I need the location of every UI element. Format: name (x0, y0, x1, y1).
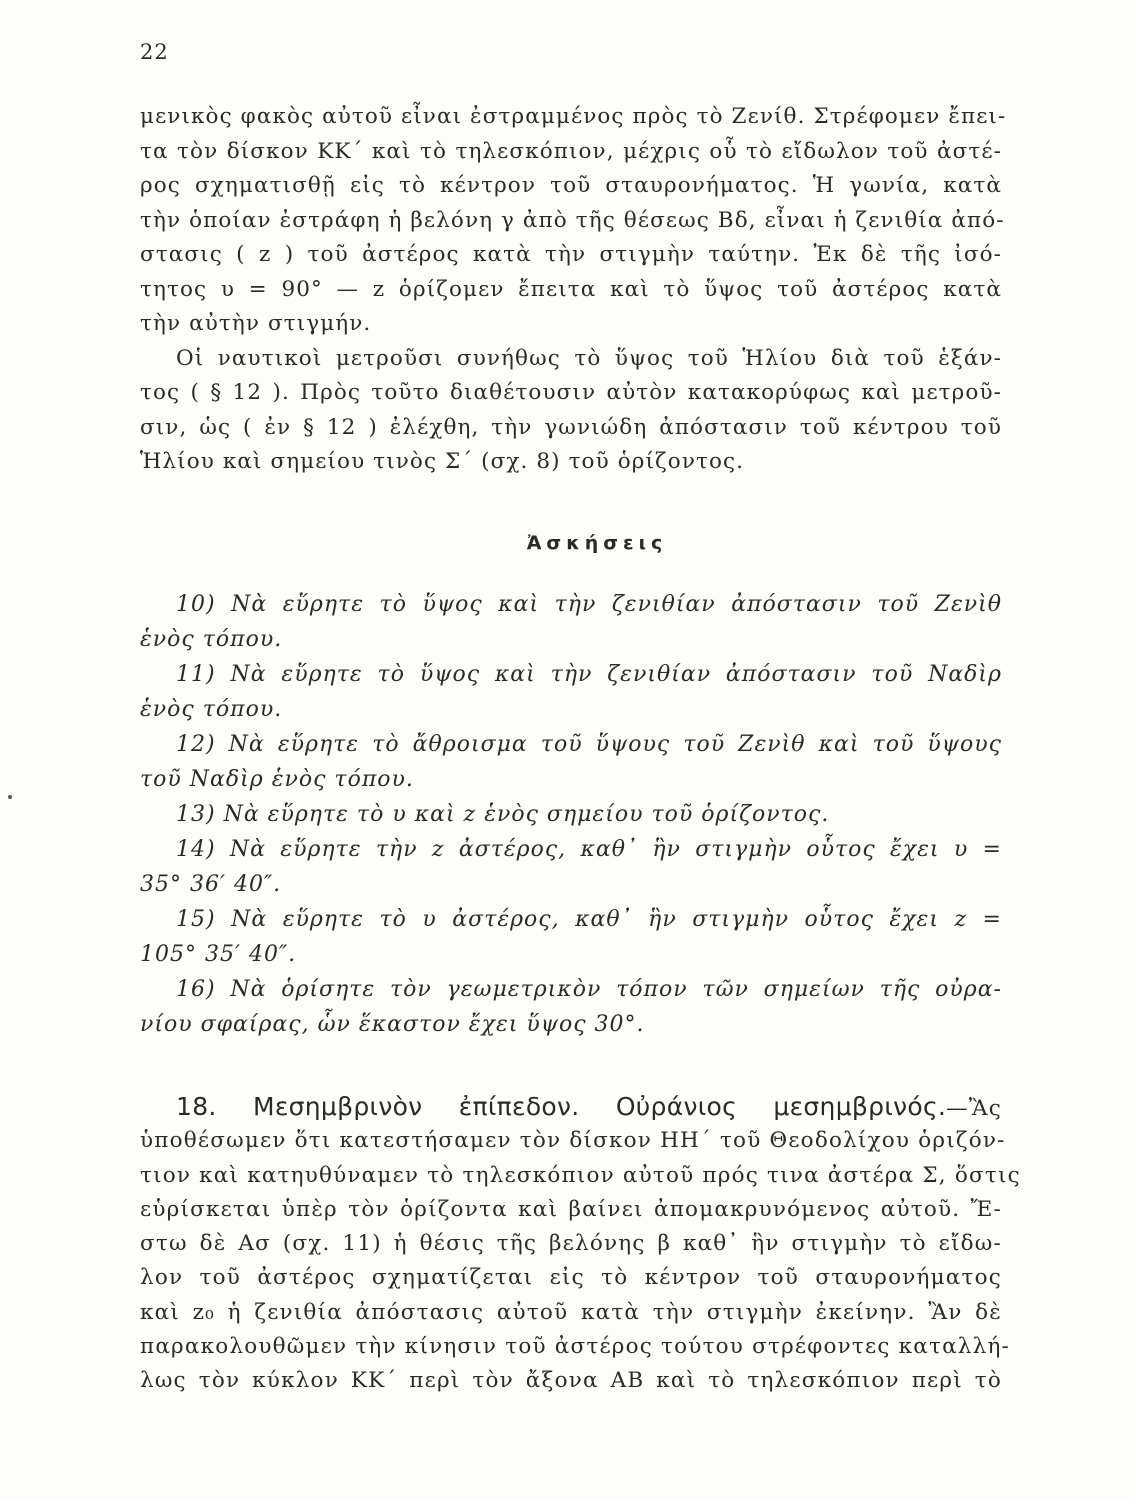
section-18 (140, 1090, 1021, 1399)
exercise-line: 11) Νὰ εὕρητε τὸ ὕψος καὶ τὴν ζενιθίαν ἀπόστασιν τοῦ Ναδὶρ (176, 662, 1002, 687)
text-fragment: —Ἂς (946, 1096, 1002, 1121)
text-line: ρος σχηματισθῇ εἰς τὸ κέντρον τοῦ σταυρονήματος. Ἡ γωνία, κατὰ (140, 173, 1002, 198)
text-line: τητος υ = 90° — z ὁρίζομεν ἔπειτα καὶ τὸ ὕψος τοῦ ἀστέρος κατὰ (140, 276, 1002, 302)
text-line: τὴν αὐτὴν στιγμήν. (140, 311, 372, 336)
exercise-line: ἑνὸς τόπου. (140, 697, 283, 722)
intro-paragraphs (140, 100, 1007, 480)
exercise-line: 12) Νὰ εὕρητε τὸ ἄθροισμα τοῦ ὕψους τοῦ Ζενὶθ καὶ τοῦ ὕψους (176, 732, 1002, 757)
exercise-line: 14) Νὰ εὕρητε τὴν z ἀστέρος, καθ᾽ ἣν στιγμὴν οὗτος ἔχει υ = (176, 837, 1002, 862)
page-number: 22 (140, 40, 169, 64)
exercise-line: νίου σφαίρας, ὧν ἕκαστον ἔχει ὕψος 30°. (140, 1012, 645, 1037)
exercise-line: 35° 36′ 40″. (140, 872, 282, 897)
section-title: 18. Μεσημβρινὸν ἐπίπεδον. Οὐράνιος μεσημβρινός. (176, 1092, 947, 1121)
text-line: παρακολουθῶμεν τὴν κίνησιν τοῦ ἀστέρος τούτου στρέφοντες καταλλή- (140, 1334, 1011, 1360)
exercise-line: τοῦ Ναδὶρ ἑνὸς τόπου. (140, 767, 414, 792)
text-line: λον τοῦ ἀστέρος σχηματίζεται εἰς τὸ κέντρον τοῦ σταυρονήματος (140, 1265, 1002, 1291)
exercise-list (140, 587, 1002, 1042)
exercise-line: 105° 35′ 40″. (140, 942, 297, 967)
text-line: τὴν ὁποίαν ἐστράφη ἡ βελόνη γ ἀπὸ τῆς θέσεως Βδ, εἶναι ἡ ζενιθία ἀπό- (140, 207, 1005, 233)
section-first-line (140, 1090, 1002, 1124)
text-line: Οἱ ναυτικοὶ μετροῦσι συνήθως τὸ ὕψος τοῦ Ἡλίου διὰ τοῦ ἑξάν- (176, 345, 1002, 371)
text-line: ὑποθέσωμεν ὅτι κατεστήσαμεν τὸν δίσκον ΗΗ΄ τοῦ Θεοδολίχου ὁριζόν- (140, 1128, 1006, 1154)
exercises-heading: Ἀσκήσεις (526, 532, 668, 554)
text-line: τος ( § 12 ). Πρὸς τοῦτο διαθέτουσιν αὐτὸν κατακορύφως καὶ μετροῦ- (140, 380, 1002, 405)
exercise-line: 10) Νὰ εὕρητε τὸ ὕψος καὶ τὴν ζενιθίαν ἀπόστασιν τοῦ Ζενὶθ (176, 592, 1002, 617)
text-line: καὶ z₀ ἡ ζενιθία ἀπόστασις αὐτοῦ κατὰ τὴν στιγμὴν ἐκείνην. Ἂν δὲ (140, 1299, 1002, 1325)
text-line: εὑρίσκεται ὑπὲρ τὸν ὁρίζοντα καὶ βαίνει ἀπομακρυνόμενος αὐτοῦ. Ἔ- (140, 1196, 1002, 1222)
exercise-line: 16) Νὰ ὁρίσητε τὸν γεωμετρικὸν τόπον τῶν σημείων τῆς οὐρα- (176, 977, 1002, 1002)
text-line: σιν, ὡς ( ἐν § 12 ) ἐλέχθη, τὴν γωνιώδη ἀπόστασιν τοῦ κέντρου τοῦ (140, 414, 1002, 440)
text-line: τιον καὶ κατηυθύναμεν τὸ τηλεσκόπιον αὐτοῦ πρός τινα ἀστέρα Σ, ὅστις (140, 1162, 1021, 1188)
text-line: λως τὸν κύκλον ΚΚ΄ περὶ τὸν ἄξονα ΑΒ καὶ τὸ τηλεσκόπιον περὶ τὸ (140, 1368, 1002, 1394)
text-line: στασις ( z ) τοῦ ἀστέρος κατὰ τὴν στιγμὴν ταύτην. Ἐκ δὲ τῆς ἰσό- (140, 242, 1002, 267)
text-line: μενικὸς φακὸς αὐτοῦ εἶναι ἐστραμμένος πρὸς τὸ Ζενίθ. Στρέφομεν ἔπει- (140, 104, 1007, 129)
text-line: στω δὲ Ασ (σχ. 11) ἡ θέσις τῆς βελόνης β καθ᾽ ἣν στιγμὴν τὸ εἴδω- (140, 1231, 1002, 1257)
text-line: Ἡλίου καὶ σημείου τινὸς Σ΄ (σχ. 8) τοῦ ὁρίζοντος. (140, 449, 745, 474)
text-line: τα τὸν δίσκον ΚΚ΄ καὶ τὸ τηλεσκόπιον, μέχρις οὗ τὸ εἴδωλον τοῦ ἀστέ- (140, 138, 1002, 164)
exercise-line: 13) Νὰ εὕρητε τὸ υ καὶ z ἑνὸς σημείου τοῦ ὁρίζοντος. (176, 802, 830, 827)
exercise-line: 15) Νὰ εὕρητε τὸ υ ἀστέρος, καθ᾽ ἣν στιγμὴν οὗτος ἔχει z = (176, 907, 1002, 932)
exercise-line: ἑνὸς τόπου. (140, 627, 283, 652)
scan-speck (8, 795, 12, 799)
